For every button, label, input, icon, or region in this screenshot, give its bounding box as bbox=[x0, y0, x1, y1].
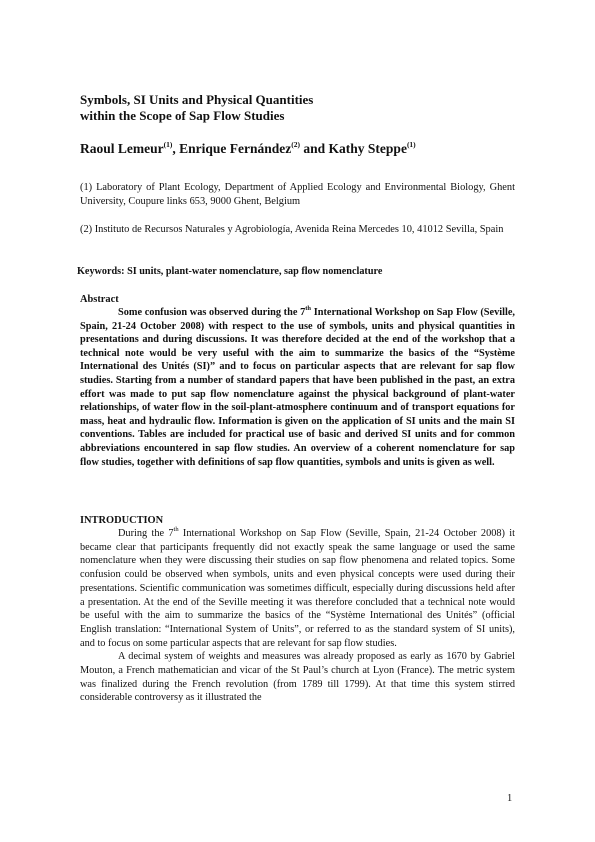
author-list bbox=[80, 136, 520, 158]
paper-title bbox=[80, 92, 520, 124]
keywords: Keywords: SI units, plant-water nomenclature, sap flow nomenclature bbox=[77, 266, 383, 277]
superscript: th bbox=[305, 305, 312, 312]
author-affiliation-mark: (1) bbox=[163, 140, 173, 149]
abstract-body bbox=[80, 306, 515, 469]
author-name: Kathy Steppe bbox=[328, 141, 407, 156]
superscript: th bbox=[173, 526, 179, 533]
author-name: Raoul Lemeur bbox=[80, 141, 164, 156]
paragraph: A decimal system of weights and measures was already proposed as early as 1670 by Gabriel Mouton, a French mathematician and vicar of the St Paul’s church at Lyon (France). The metric system was finalized during the French revolution (from 1789 till 1799). At that time this system stirred considerable controversy as it illustrated the bbox=[80, 651, 515, 704]
author-affiliation-mark: (1) bbox=[406, 140, 416, 149]
affiliation-1: (1) Laboratory of Plant Ecology, Department of Applied Ecology and Environmental Biology, Ghent University, Coupure links 653, 9000 Ghent, Belgium bbox=[80, 182, 515, 207]
abstract-text: International Workshop on Sap Flow (Seville, Spain, 21-24 October 2008) with respect to the use of symbols, units and physical quantities in presentations and during discussions. It was therefore decided at the end of the workshop that a technical note would be very useful with the aim to summarize the basics of the “Système International des Unités (SI)” and to focus on particular aspects that are relevant for sap flow studies. Starting from a number of standard papers that have been published in the past, an extra effort was made to put sap flow nomenclature against the physical background of plant-water relationships, of water flow in the soil-plant-atmosphere continuum and of transport equations for mass, heat and hydraulic flow. Information is given on the application of SI units and the main SI conventions. Tables are included for practical use of basic and derived SI units and for common abbreviations encountered in sap flow studies. An overview of a coherent nomenclature for sap flow studies, together with definitions of sap flow quantities, symbols and units is given as well. bbox=[80, 307, 515, 468]
author-separator: , bbox=[172, 141, 180, 156]
paragraph-text: During the 7 bbox=[118, 528, 174, 539]
title-line-2: within the Scope of Sap Flow Studies bbox=[80, 108, 285, 123]
title-line-1: Symbols, SI Units and Physical Quantities bbox=[80, 92, 314, 107]
paragraph-text: International Workshop on Sap Flow (Seville, Spain, 21-24 October 2008) it became clear that participants frequently did not exactly speak the same language or used the same nomenclature when they were discussing their studies on sap flow phenomena and related topics. Some confusion could be observed when symbols, units and even physical concepts were used during their presentations. Scientific communication was sometimes difficult, especially during discussions held after a presentation. At the end of the Seville meeting it was therefore concluded that a technical note would be useful with the aim to summarize the basics of the “Système International des Unités” (official English translation: “International System of Units”, or referred to as the standard system of SI units), and to focus on some particular aspects that are relevant for sap flow studies. bbox=[80, 528, 515, 649]
author-separator: and bbox=[300, 141, 329, 156]
author-affiliation-mark: (2) bbox=[291, 140, 301, 149]
abstract-text: Some confusion was observed during the 7 bbox=[118, 307, 306, 318]
introduction-heading: INTRODUCTION bbox=[80, 515, 164, 526]
abstract-heading: Abstract bbox=[80, 294, 119, 305]
introduction-body bbox=[80, 527, 515, 705]
affiliation-2: (2) Instituto de Recursos Naturales y Agrobiología, Avenida Reina Mercedes 10, 41012 Sevilla, Spain bbox=[80, 224, 504, 235]
author-name: Enrique Fernández bbox=[179, 141, 292, 156]
paragraph bbox=[80, 527, 515, 650]
page-number: 1 bbox=[507, 793, 513, 804]
